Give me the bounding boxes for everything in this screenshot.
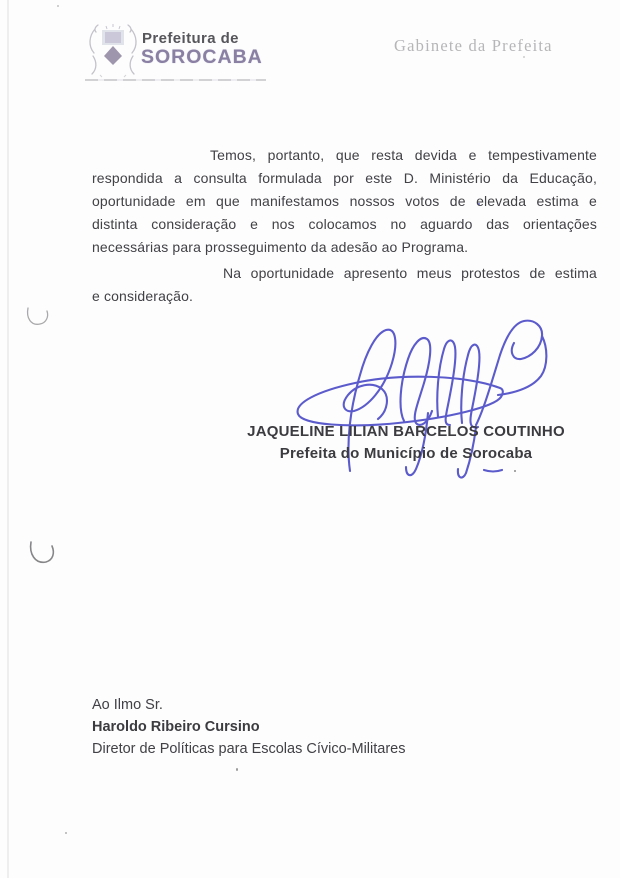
logo-text-prefeitura-de: Prefeitura de (142, 30, 239, 47)
dust-speck (523, 56, 525, 58)
paragraph-1-line: necessárias para prosseguimento da adesão ao Programa. (92, 239, 469, 255)
signatory-block (225, 421, 587, 465)
signatory-name: JAQUELINE LILIAN BARCELOS COUTINHO (247, 423, 565, 440)
paragraph-1-line: oportunidade em que manifestamos nossos votos de elevada estima e (92, 193, 597, 209)
signatory-title: Prefeita do Município de Sorocaba (279, 445, 533, 462)
logo-text-sorocaba: SOROCABA (141, 46, 263, 68)
paragraph-1-line: distinta consideração e nos colocamos no aguardo das orientações (92, 216, 597, 232)
department-title: Gabinete da Prefeita (394, 36, 553, 55)
paragraph-1 (92, 144, 597, 259)
paragraph-2 (92, 262, 597, 308)
recipient-salutation: Ao Ilmo Sr. (92, 697, 163, 713)
recipient-block (92, 694, 405, 760)
margin-curve-mark (24, 539, 58, 569)
paragraph-2-line: e consideração. (92, 288, 194, 304)
recipient-name: Haroldo Ribeiro Cursino (92, 719, 260, 735)
paragraph-1-line: Temos, portanto, que resta devida e tempestivamente (210, 147, 597, 163)
dust-speck (57, 5, 59, 7)
dust-speck (65, 832, 67, 834)
logo-underline (85, 79, 266, 81)
paragraph-2-line: Na oportunidade apresento meus protestos de estima (223, 265, 597, 281)
margin-curve-mark (22, 305, 54, 331)
recipient-title: Diretor de Políticas para Escolas Cívico-Militares (92, 741, 406, 757)
scan-edge-artifact (7, 0, 9, 878)
sorocaba-coat-of-arms-icon (86, 23, 140, 79)
dust-speck (236, 768, 238, 771)
paragraph-1-line: respondida a consulta formulada por este D. Ministério da Educação, (92, 170, 597, 186)
